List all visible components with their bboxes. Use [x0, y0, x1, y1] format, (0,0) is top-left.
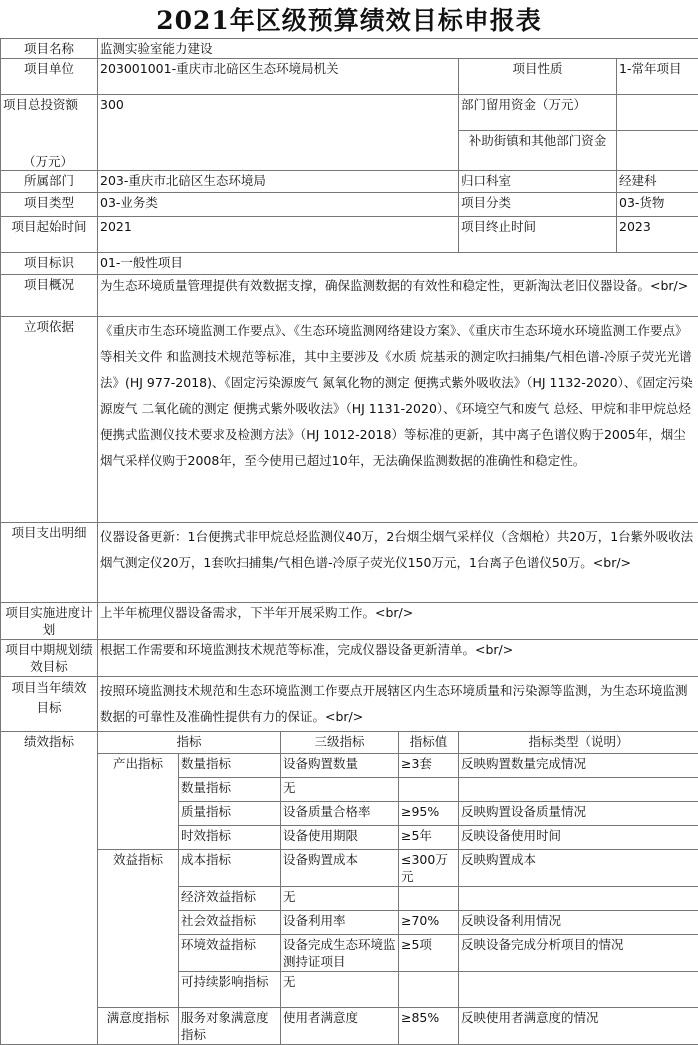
row-project-unit — [1, 59, 698, 95]
total-investment-label-unit: （万元） — [23, 153, 73, 170]
subsidy-value — [617, 131, 698, 171]
project-name-label: 项目名称 — [1, 39, 98, 59]
indicator-category: 成本指标 — [179, 850, 281, 887]
indicator-name: 无 — [281, 778, 399, 802]
indicator-value: ≥3套 — [399, 754, 459, 778]
indicator-value: ≥5项 — [399, 935, 459, 972]
indicator-name: 无 — [281, 972, 399, 1008]
row-total-investment — [1, 95, 698, 131]
project-category-label: 项目分类 — [459, 193, 617, 217]
indicator-category: 时效指标 — [179, 826, 281, 850]
group-output: 产出指标 — [98, 754, 179, 850]
overview-label: 项目概况 — [1, 275, 98, 317]
indicator-value: ≤300万元 — [399, 850, 459, 887]
office-value: 经建科 — [617, 171, 698, 193]
row-project-type — [1, 193, 698, 217]
row-time — [1, 217, 698, 253]
start-time-value: 2021 — [98, 217, 459, 253]
annual-value: 按照环境监测技术规范和生态环境监测工作要点开展辖区内生态环境质量和污染源等监测，为生态环境监测数据的可靠性及准确性提供有力的保证。<br/> — [98, 677, 698, 732]
row-project-name — [1, 39, 698, 59]
row-identifier — [1, 253, 698, 275]
header-value: 指标值 — [399, 732, 459, 754]
table-row — [1, 1008, 698, 1045]
budget-form-table — [0, 38, 698, 1045]
project-type-label: 项目类型 — [1, 193, 98, 217]
indicator-name: 设备使用期限 — [281, 826, 399, 850]
indicator-desc: 反映购置设备质量情况 — [459, 802, 698, 826]
indicator-desc: 反映设备使用时间 — [459, 826, 698, 850]
indicator-name: 设备利用率 — [281, 911, 399, 935]
group-benefit: 效益指标 — [98, 850, 179, 1008]
indicator-category: 环境效益指标 — [179, 935, 281, 972]
department-value: 203-重庆市北碚区生态环境局 — [98, 171, 459, 193]
indicator-name: 无 — [281, 887, 399, 911]
header-level3: 三级指标 — [281, 732, 399, 754]
project-name-value: 监测实验室能力建设 — [98, 39, 698, 59]
row-indicator-header — [1, 732, 698, 754]
row-overview — [1, 275, 698, 317]
indicator-value — [399, 972, 459, 1008]
indicator-value — [399, 778, 459, 802]
start-time-label: 项目起始时间 — [1, 217, 98, 253]
row-midterm — [1, 640, 698, 677]
indicator-desc — [459, 887, 698, 911]
indicators-label: 绩效指标 — [1, 732, 98, 1045]
office-label: 归口科室 — [459, 171, 617, 193]
annual-label — [1, 677, 98, 732]
header-indicator: 指标 — [98, 732, 281, 754]
table-row — [1, 754, 698, 778]
project-nature-value: 1-常年项目 — [617, 59, 698, 95]
indicator-desc: 反映使用者满意度的情况 — [459, 1008, 698, 1045]
table-row — [1, 850, 698, 887]
annual-label-bottom: 目标 — [3, 698, 95, 718]
progress-label: 项目实施进度计划 — [1, 603, 98, 640]
indicator-name: 设备购置数量 — [281, 754, 399, 778]
identifier-value: 01-一般性项目 — [98, 253, 698, 275]
project-category-value: 03-货物 — [617, 193, 698, 217]
indicator-desc — [459, 778, 698, 802]
annual-label-top: 项目当年绩效 — [3, 678, 95, 698]
dept-retained-value — [617, 95, 698, 131]
total-investment-value: 300 — [98, 95, 459, 171]
end-time-value: 2023 — [617, 217, 698, 253]
end-time-label: 项目终止时间 — [459, 217, 617, 253]
indicator-category: 经济效益指标 — [179, 887, 281, 911]
indicator-value: ≥85% — [399, 1008, 459, 1045]
indicator-value: ≥95% — [399, 802, 459, 826]
row-department — [1, 171, 698, 193]
dept-retained-label: 部门留用资金（万元） — [459, 95, 617, 131]
indicator-value: ≥70% — [399, 911, 459, 935]
indicator-desc: 反映设备完成分析项目的情况 — [459, 935, 698, 972]
form-title: 2021年区级预算绩效目标申报表 — [0, 4, 698, 38]
row-expense — [1, 523, 698, 603]
total-investment-label-top: 项目总投资额 — [3, 96, 95, 113]
basis-value: 《重庆市生态环境监测工作要点》、《生态环境监测网络建设方案》、《重庆市生态环境水环境监测工作要点》等相关文件 和监测技术规范等标准，其中主要涉及《水质 烷基汞的测定吹扫捕集/气相色谱-冷原子荧光光谱法》(HJ 977-2018)、《固定污染源废气 氮氧化物的测定 便携式紫外吸收法》（HJ 1132-2020）、《固定污染源废气 二氧化硫的测定 便携式紫外吸收法》（HJ 1131-2020）、《环境空气和废气 总烃、甲烷和非甲烷总烃便携式监测仪技术要求及检测方法》（HJ 1012-2018）等标准的更新，其中离子色谱仪购于2005年，烟尘烟气采样仪购于2008年，至今使用已超过10年，无法确保监测数据的准确性和稳定性。 — [98, 317, 698, 523]
progress-value: 上半年梳理仪器设备需求，下半年开展采购工作。<br/> — [98, 603, 698, 640]
indicator-category: 服务对象满意度指标 — [179, 1008, 281, 1045]
project-type-value: 03-业务类 — [98, 193, 459, 217]
row-basis — [1, 317, 698, 523]
indicator-category: 可持续影响指标 — [179, 972, 281, 1008]
indicator-value — [399, 887, 459, 911]
department-label: 所属部门 — [1, 171, 98, 193]
indicator-name: 设备质量合格率 — [281, 802, 399, 826]
group-satisfaction: 满意度指标 — [98, 1008, 179, 1045]
header-type: 指标类型（说明） — [459, 732, 698, 754]
indicator-desc — [459, 972, 698, 1008]
overview-value: 为生态环境质量管理提供有效数据支撑，确保监测数据的有效性和稳定性，更新淘汰老旧仪器设备。<br/> — [98, 275, 698, 317]
row-annual — [1, 677, 698, 732]
indicator-name: 设备购置成本 — [281, 850, 399, 887]
identifier-label: 项目标识 — [1, 253, 98, 275]
subsidy-label: 补助街镇和其他部门资金 — [459, 131, 617, 171]
indicator-name: 使用者满意度 — [281, 1008, 399, 1045]
row-progress — [1, 603, 698, 640]
indicator-desc: 反映购置数量完成情况 — [459, 754, 698, 778]
indicator-category: 数量指标 — [179, 778, 281, 802]
indicator-name: 设备完成生态环境监测持证项目 — [281, 935, 399, 972]
expense-value: 仪器设备更新：1台便携式非甲烷总烃监测仪40万，2台烟尘烟气采样仪（含烟枪）共20万，1台紫外吸收法烟气测定仪20万，1套吹扫捕集/气相色谱-冷原子荧光仪150万元，1台离子色谱仪50万。<br/> — [98, 523, 698, 603]
indicator-category: 数量指标 — [179, 754, 281, 778]
project-unit-value: 203001001-重庆市北碚区生态环境局机关 — [98, 59, 459, 95]
total-investment-label — [1, 95, 98, 171]
midterm-value: 根据工作需要和环境监测技术规范等标准，完成仪器设备更新清单。<br/> — [98, 640, 698, 677]
expense-label: 项目支出明细 — [1, 523, 98, 603]
project-nature-label: 项目性质 — [459, 59, 617, 95]
indicator-category: 社会效益指标 — [179, 911, 281, 935]
project-unit-label: 项目单位 — [1, 59, 98, 95]
indicator-desc: 反映购置成本 — [459, 850, 698, 887]
indicator-desc: 反映设备利用情况 — [459, 911, 698, 935]
indicator-category: 质量指标 — [179, 802, 281, 826]
basis-label: 立项依据 — [1, 317, 98, 523]
midterm-label: 项目中期规划绩效目标 — [1, 640, 98, 677]
indicator-value: ≥5年 — [399, 826, 459, 850]
